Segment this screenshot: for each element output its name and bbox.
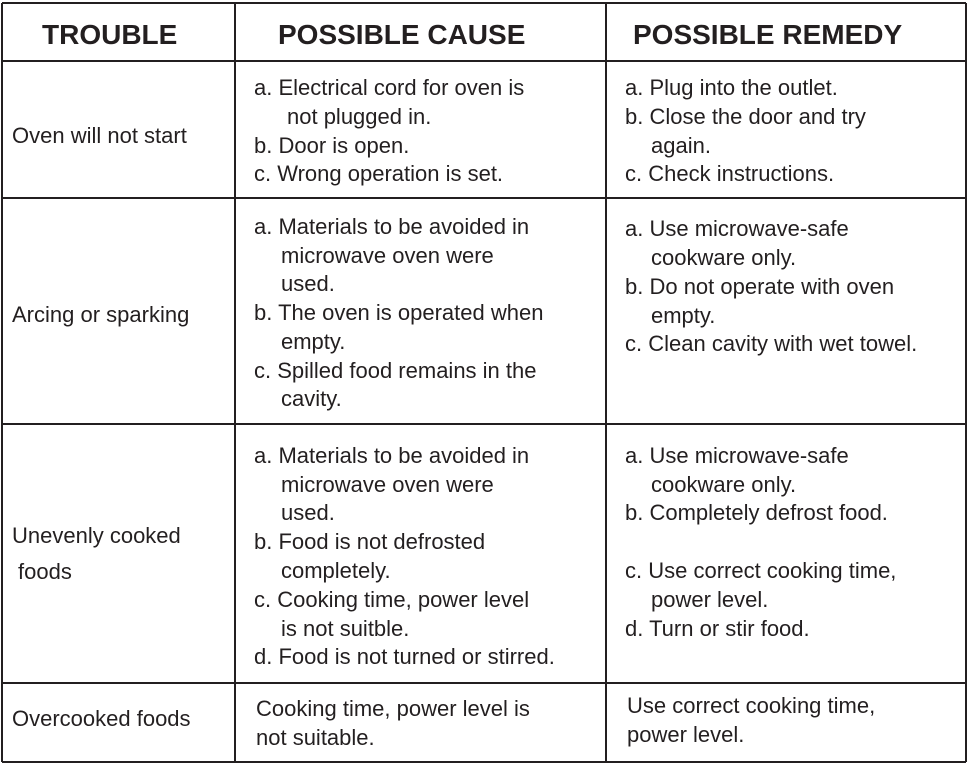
remedy-line: power level. [627, 722, 745, 747]
remedy-line: c. Check instructions. [625, 161, 835, 186]
cause-line: d. Food is not turned or stirred. [254, 644, 555, 669]
cause-line: c. Wrong operation is set. [254, 161, 504, 186]
remedy-line: cookware only. [651, 472, 797, 497]
trouble-cell: Unevenly cooked [12, 523, 181, 548]
cause-line: c. Cooking time, power level [254, 587, 530, 612]
cause-line: not suitable. [256, 725, 375, 750]
remedy-line: c. Use correct cooking time, [625, 558, 897, 583]
remedy-line: power level. [651, 587, 769, 612]
remedy-line: Use correct cooking time, [627, 693, 876, 718]
cause-line: is not suitble. [281, 616, 410, 641]
remedy-line: a. Plug into the outlet. [625, 75, 838, 100]
cause-line: microwave oven were [281, 243, 494, 268]
remedy-line: d. Turn or stir food. [625, 616, 810, 641]
cause-line: used. [281, 500, 335, 525]
remedy-line: a. Use microwave-safe [625, 216, 849, 241]
cause-line: cavity. [281, 386, 342, 411]
header-possible-cause: POSSIBLE CAUSE [278, 19, 526, 50]
remedy-line: c. Clean cavity with wet towel. [625, 331, 918, 356]
cause-line: used. [281, 271, 335, 296]
cause-line: Cooking time, power level is [256, 696, 530, 721]
trouble-cell: Overcooked foods [12, 706, 191, 731]
cause-line: completely. [281, 558, 391, 583]
remedy-line: b. Completely defrost food. [625, 500, 888, 525]
cause-line: not plugged in. [287, 104, 432, 129]
header-trouble: TROUBLE [42, 19, 178, 50]
remedy-line: b. Do not operate with oven [625, 274, 895, 299]
cause-line: empty. [281, 329, 346, 354]
cause-line: b. Food is not defrosted [254, 529, 486, 554]
trouble-cell: Arcing or sparking [12, 302, 190, 327]
cause-line: b. The oven is operated when [254, 300, 544, 325]
cause-line: a. Materials to be avoided in [254, 443, 530, 468]
remedy-line: again. [651, 133, 711, 158]
remedy-line: a. Use microwave-safe [625, 443, 849, 468]
cause-line: microwave oven were [281, 472, 494, 497]
remedy-line: cookware only. [651, 245, 797, 270]
trouble-cell: Oven will not start [12, 123, 187, 148]
header-possible-remedy: POSSIBLE REMEDY [633, 19, 903, 50]
cause-line: c. Spilled food remains in the [254, 358, 537, 383]
cause-line: b. Door is open. [254, 133, 410, 158]
cause-line: a. Materials to be avoided in [254, 214, 530, 239]
remedy-line: empty. [651, 303, 716, 328]
cause-line: a. Electrical cord for oven is [254, 75, 525, 100]
trouble-cell: foods [18, 559, 72, 584]
remedy-line: b. Close the door and try [625, 104, 866, 129]
